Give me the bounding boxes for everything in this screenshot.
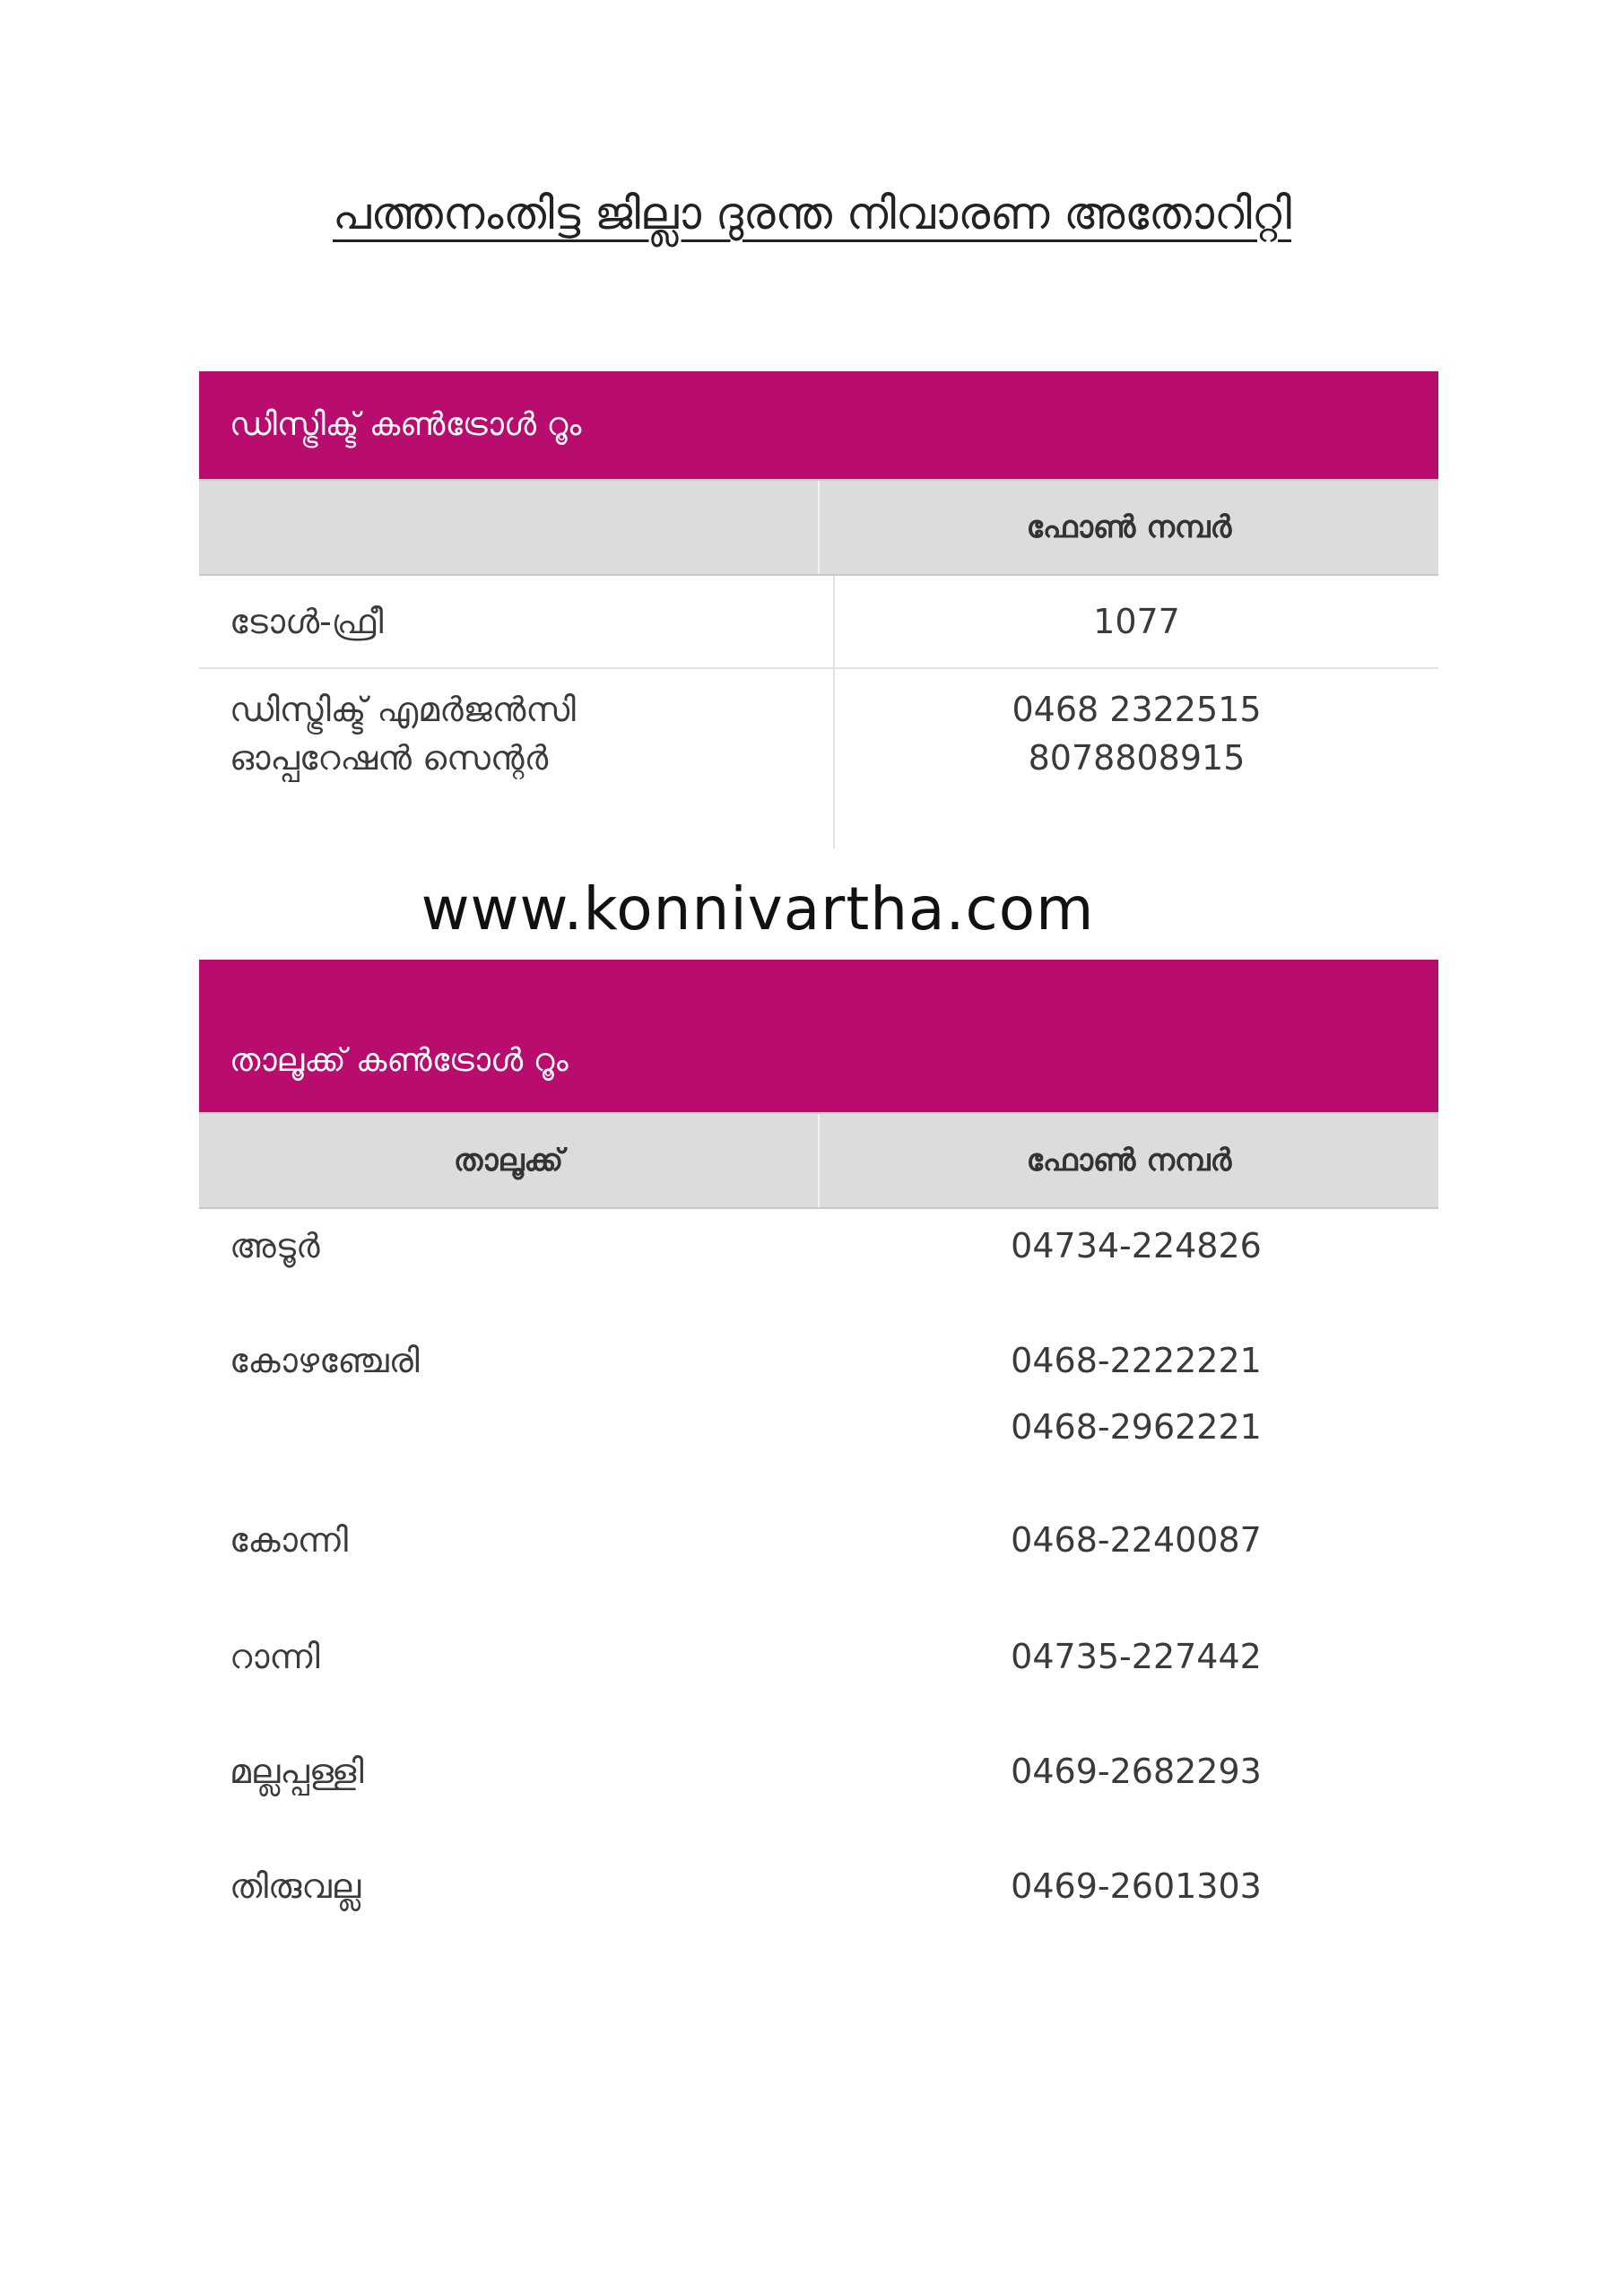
taluk-phone — [834, 1516, 1438, 1564]
phone-number: 04735-227442 — [1011, 1637, 1262, 1676]
phone-number: 04734-224826 — [1011, 1226, 1262, 1265]
phone-number: 0468-2962221 — [1011, 1407, 1262, 1447]
district-control-room-table — [199, 371, 1438, 848]
phone-number: 8078808915 — [1028, 738, 1246, 778]
taluk-table-heading: താലൂക്ക് കൺട്രോൾ റൂം — [199, 960, 1438, 1112]
table-row — [199, 1849, 1438, 1964]
taluk-control-room-table — [199, 960, 1438, 1964]
page-title: പത്തനംതിട്ട ജില്ലാ ദുരന്ത നിവാരണ അതോറിറ്റി — [332, 187, 1292, 239]
row-label-line-2: ഓപ്പറേഷൻ സെന്റർ — [230, 738, 549, 778]
taluk-phone — [834, 1747, 1438, 1796]
taluk-name: തിരുവല്ല — [230, 1866, 361, 1906]
phone-number: 0469-2682293 — [1011, 1752, 1262, 1791]
table-row — [199, 1503, 1438, 1620]
phone-number: 0469-2601303 — [1011, 1866, 1262, 1906]
taluk-table-column-headers — [199, 1112, 1438, 1209]
taluk-name: മല്ലപ്പള്ളി — [230, 1752, 364, 1791]
taluk-phone — [834, 1632, 1438, 1681]
district-table-heading: ഡിസ്ട്രിക്ട് കൺട്രോൾ റൂം — [199, 371, 1438, 479]
taluk-phone — [834, 1222, 1438, 1270]
taluk-column-phone: ഫോൺ നമ്പർ — [818, 1114, 1438, 1207]
taluk-name: റാന്നി — [230, 1637, 320, 1676]
taluk-name: കോന്നി — [230, 1520, 348, 1560]
phone-number: 0468-2222221 — [1011, 1341, 1262, 1380]
row-label: ടോൾ-ഫ്രീ — [230, 602, 384, 641]
row-label-line-1: ഡിസ്ട്രിക്ട് എമർജൻസി — [230, 690, 576, 729]
taluk-phone — [834, 1336, 1438, 1451]
district-table-column-headers — [199, 479, 1438, 576]
taluk-name: അടൂർ — [230, 1226, 320, 1265]
taluk-name: കോഴഞ്ചേരി — [230, 1341, 420, 1380]
district-column-phone: ഫോൺ നമ്പർ — [818, 481, 1438, 574]
taluk-phone — [834, 1862, 1438, 1910]
table-row — [199, 669, 1438, 848]
row-phone: 1077 — [833, 576, 1438, 667]
table-row — [199, 1209, 1438, 1324]
phone-number: 0468 2322515 — [1012, 690, 1262, 729]
table-row — [199, 1735, 1438, 1849]
table-row — [199, 1324, 1438, 1503]
table-row — [199, 576, 1438, 669]
row-phone — [833, 669, 1438, 848]
watermark-url: www.konnivartha.com — [421, 874, 1095, 944]
district-column-label — [199, 481, 818, 574]
phone-number: 0468-2240087 — [1011, 1520, 1262, 1560]
table-row — [199, 1620, 1438, 1735]
taluk-column-name: താലൂക്ക് — [453, 1143, 564, 1178]
row-label — [199, 669, 833, 848]
